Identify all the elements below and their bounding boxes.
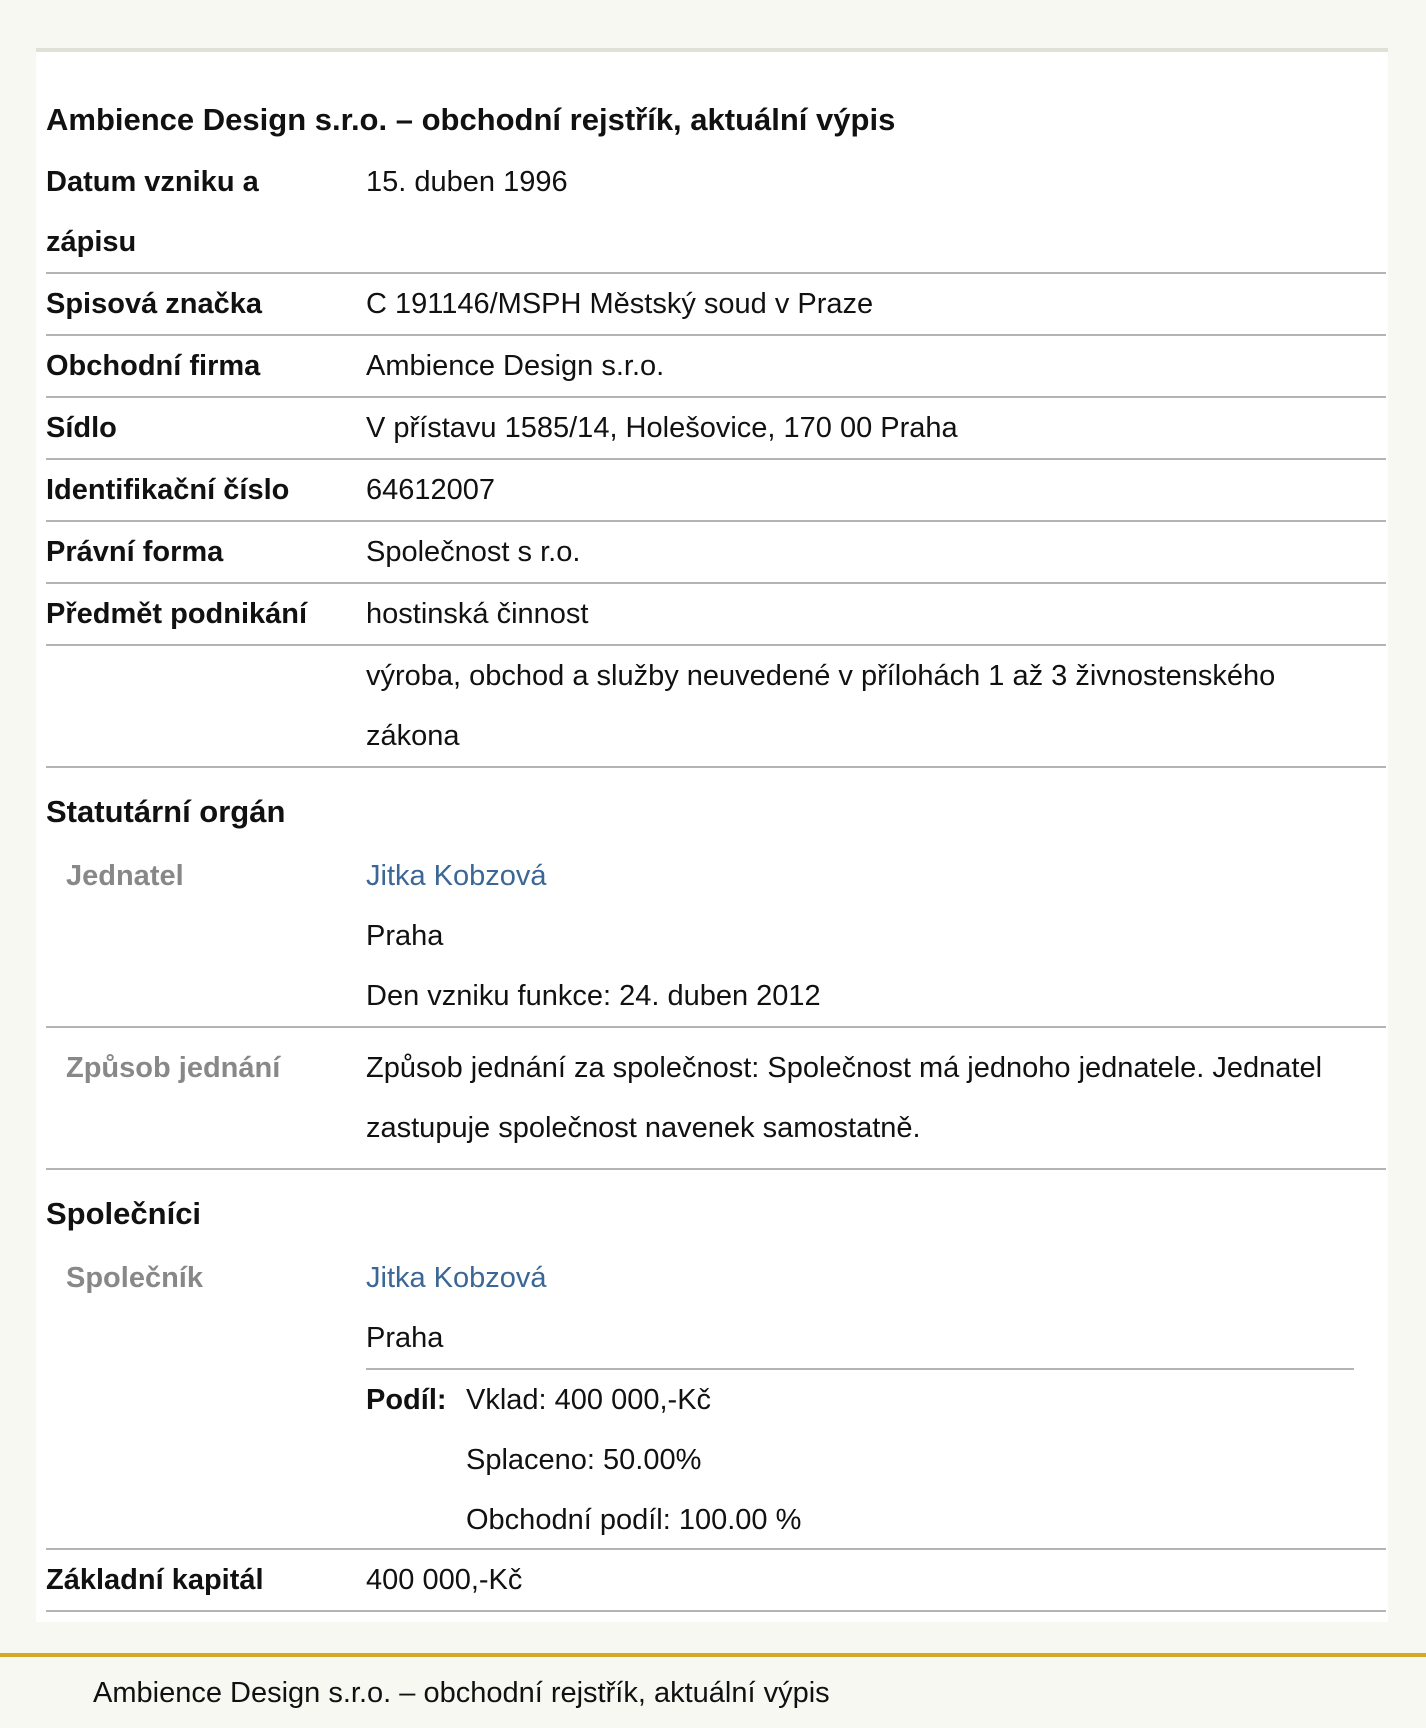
podil-block — [366, 1368, 1354, 1548]
label-sidlo: Sídlo — [46, 412, 117, 444]
jednatel-since: Den vzniku funkce: 24. duben 2012 — [366, 980, 821, 1012]
page-title: Ambience Design s.r.o. – obchodní rejstřík, aktuální výpis — [46, 102, 896, 137]
row-sidlo — [46, 398, 1386, 460]
value-sidlo: V přístavu 1585/14, Holešovice, 170 00 Praha — [366, 412, 958, 444]
label-jednatel: Jednatel — [66, 860, 184, 892]
value-spisova-znacka: C 191146/MSPH Městský soud v Praze — [366, 288, 874, 320]
row-predmet-podnikani-2 — [46, 646, 1386, 768]
podil-values — [466, 1370, 801, 1550]
label-spolecnik: Společník — [66, 1262, 203, 1294]
label-spisova-znacka: Spisová značka — [46, 288, 262, 320]
value-line: Způsob jednání za společnost: Společnost má jednoho jednatele. Jednatel — [366, 1052, 1323, 1084]
label-zakladni-kapital: Základní kapitál — [46, 1564, 264, 1596]
splaceno: Splaceno: 50.00% — [466, 1444, 702, 1476]
value-pravni-forma: Společnost s r.o. — [366, 536, 581, 568]
podil-label: Podíl: — [366, 1384, 447, 1416]
row-obchodni-firma — [46, 336, 1386, 398]
footer-title: Ambience Design s.r.o. – obchodní rejstřík, aktuální výpis — [93, 1677, 830, 1709]
row-datum-vzniku — [46, 152, 1386, 274]
section-spolecnici: Společníci — [46, 1196, 202, 1231]
value-spolecnik — [366, 1248, 1356, 1368]
row-spisova-znacka — [46, 274, 1386, 336]
value-zakladni-kapital: 400 000,-Kč — [366, 1564, 523, 1596]
row-zpusob-jednani — [46, 1028, 1386, 1170]
row-identifikacni-cislo — [46, 460, 1386, 522]
row-pravni-forma — [46, 522, 1386, 584]
label-line: Datum vzniku a — [46, 166, 259, 198]
vklad: Vklad: 400 000,-Kč — [466, 1384, 712, 1416]
row-zakladni-kapital — [46, 1550, 1386, 1612]
value-zpusob-jednani — [366, 1038, 1356, 1158]
section-statutarni-organ: Statutární orgán — [46, 794, 286, 829]
value-predmet-podnikani-2 — [366, 646, 1356, 766]
obchodni-podil: Obchodní podíl: 100.00 % — [466, 1504, 802, 1536]
value-obchodni-firma: Ambience Design s.r.o. — [366, 350, 665, 382]
value-datum-vzniku: 15. duben 1996 — [366, 166, 568, 198]
row-jednatel — [46, 846, 1386, 1028]
jednatel-name-link[interactable]: Jitka Kobzová — [366, 860, 547, 892]
value-line: zákona — [366, 720, 460, 752]
label-zpusob-jednani: Způsob jednání — [66, 1052, 281, 1084]
footer-divider — [0, 1653, 1426, 1657]
row-predmet-podnikani — [46, 584, 1386, 646]
value-identifikacni-cislo: 64612007 — [366, 474, 496, 506]
label-predmet-podnikani: Předmět podnikání — [46, 598, 308, 630]
label-obchodni-firma: Obchodní firma — [46, 350, 261, 382]
spolecnik-name-link[interactable]: Jitka Kobzová — [366, 1262, 547, 1294]
value-line: zastupuje společnost navenek samostatně. — [366, 1112, 921, 1144]
value-line: výroba, obchod a služby neuvedené v přílohách 1 až 3 živnostenského — [366, 660, 1276, 692]
label-identifikacni-cislo: Identifikační číslo — [46, 474, 290, 506]
jednatel-city: Praha — [366, 920, 444, 952]
value-predmet-podnikani: hostinská činnost — [366, 598, 589, 630]
label-pravni-forma: Právní forma — [46, 536, 224, 568]
spolecnik-city: Praha — [366, 1322, 444, 1354]
value-jednatel — [366, 846, 1356, 1026]
label-datum-vzniku — [46, 152, 356, 272]
label-line: zápisu — [46, 226, 137, 258]
